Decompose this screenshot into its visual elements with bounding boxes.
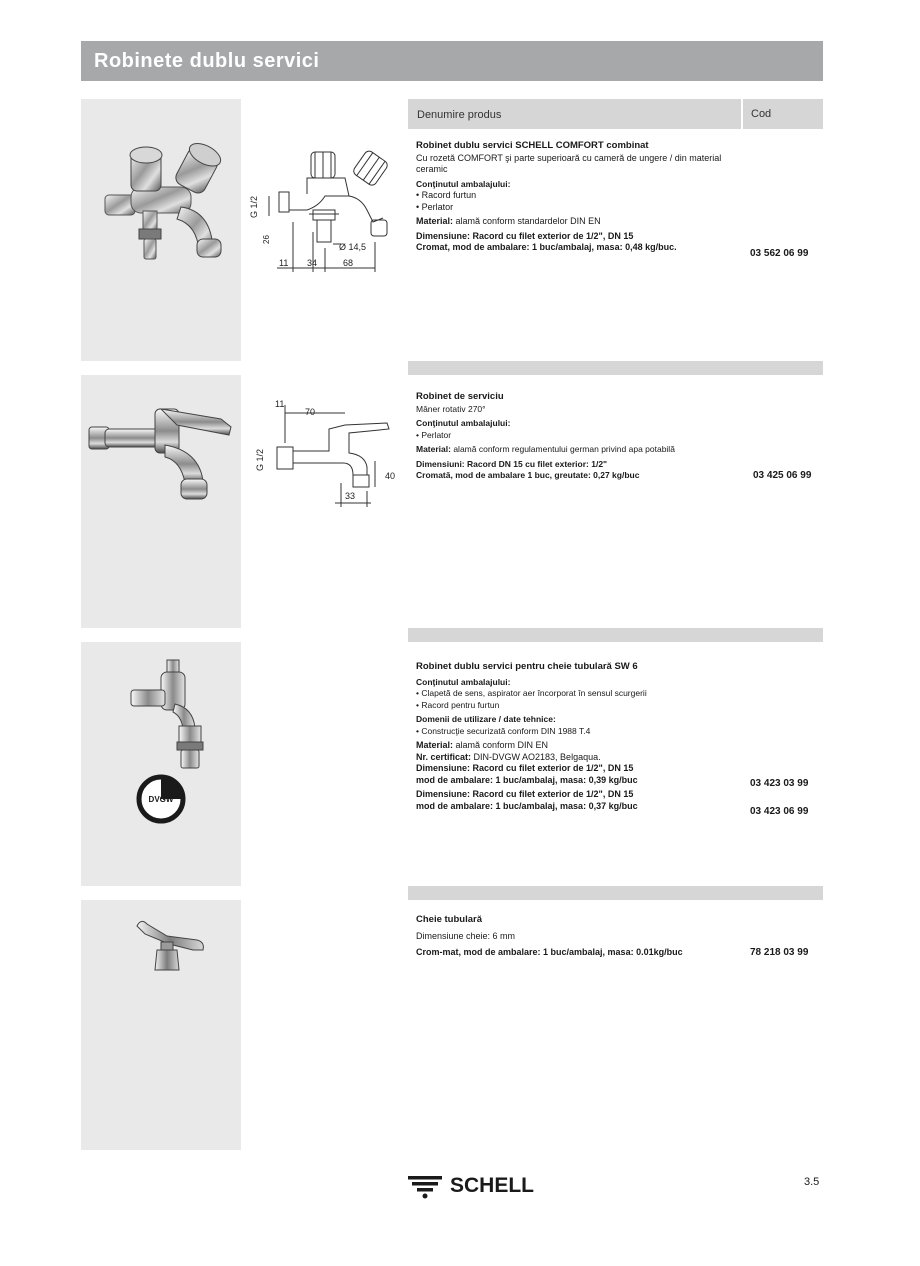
product-entry-3 <box>416 661 746 812</box>
certificate-text: DIN-DVGW AO2183, Belgaqua. <box>471 751 601 762</box>
dim-label-0: 11 <box>275 399 285 409</box>
dim-label-2: G 1/2 <box>255 448 265 471</box>
material-text: alamă conform standardelor DIN EN <box>453 216 601 226</box>
page-number: 3.5 <box>804 1176 820 1188</box>
double-tap-photo-icon <box>81 99 241 361</box>
column-header-code <box>743 99 823 129</box>
product-code: 03 562 06 99 <box>750 248 809 259</box>
product-photo-1 <box>81 99 241 361</box>
dimension-line: Dimensiune: Racord cu filet exterior de 1/2", DN 15 <box>416 230 634 241</box>
material-label: Material: <box>416 444 451 454</box>
service-tap-photo-icon <box>81 375 241 628</box>
variant-line: Cromată, mod de ambalare 1 buc, greutate: 0,27 kg/buc <box>416 470 640 480</box>
dimension-drawing-2-icon <box>249 395 399 517</box>
material-text: alamă conform regulamentului german privind apa potabilă <box>450 444 675 454</box>
variant-line: mod de ambalare: 1 buc/ambalaj, masa: 0,39 kg/buc <box>416 774 638 785</box>
dim-label-2: Ø 14,5 <box>339 242 367 252</box>
product-code: 03 423 06 99 <box>750 806 809 817</box>
dimension-drawing-1-icon <box>249 132 404 280</box>
package-item: • Racord furtun <box>416 190 477 200</box>
product-entry-1 <box>416 140 746 254</box>
material-line <box>416 444 746 456</box>
dim-label-3: 40 <box>385 471 396 481</box>
dimension-line: Dimensiune: Racord cu filet exterior de 1/2", DN 15 <box>416 763 634 773</box>
product-description: Dimensiune cheie: 6 mm <box>416 930 516 941</box>
variant-line: mod de ambalare: 1 buc/ambalaj, masa: 0,37 kg/buc <box>416 800 638 811</box>
product-photo-4 <box>81 900 241 1150</box>
product-description: Mâner rotativ 270° <box>416 403 486 414</box>
product-title: Robinet dublu servici pentru cheie tubulară SW 6 <box>416 661 638 672</box>
dim-label-1: 70 <box>305 407 316 417</box>
dim-label-3: 11 <box>279 258 289 268</box>
variant-line: Crom-mat, mod de ambalare: 1 buc/ambalaj, masa: 0.01kg/buc <box>416 947 683 957</box>
package-label: Conţinutul ambalajului: <box>416 676 511 687</box>
row-separator <box>408 628 823 642</box>
product-entry-2 <box>416 391 746 482</box>
dim-label-5: 68 <box>343 258 354 268</box>
usage-label: Domenii de utilizare / date tehnice: <box>416 714 556 724</box>
package-item: • Perlator <box>416 201 454 212</box>
package-item: • Perlator <box>416 429 452 440</box>
dim-label-4: 34 <box>307 258 318 268</box>
package-label: Conţinutul ambalajului: <box>416 178 511 189</box>
row-separator <box>408 886 823 900</box>
material-line <box>416 740 746 752</box>
dvgw-badge-icon <box>139 777 183 821</box>
page-title: Robinete dublu servici <box>94 50 320 72</box>
dim-label-1: 26 <box>262 235 271 244</box>
row-separator <box>408 361 823 375</box>
package-label: Conţinutul ambalajului: <box>416 418 511 428</box>
product-entry-4 <box>416 914 746 959</box>
column-header-name-label: Denumire produs <box>417 109 502 121</box>
package-item: • Racord pentru furtun <box>416 699 500 710</box>
material-text: alamă conform DIN EN <box>453 740 549 750</box>
brand-name: SCHELL <box>450 1174 534 1197</box>
key-operated-tap-photo-icon <box>81 642 241 886</box>
product-title: Robinet de serviciu <box>416 391 504 402</box>
dimension-line: Dimensiuni: Racord DN 15 cu filet exterior: 1/2" <box>416 458 608 469</box>
product-photo-3 <box>81 642 241 886</box>
certificate-line <box>416 752 746 764</box>
column-header-name <box>408 99 741 129</box>
product-description: Cu rozetă COMFORT şi parte superioară cu cameră de ungere / din material ceramic <box>416 152 722 174</box>
column-header-code-label: Cod <box>751 108 772 120</box>
package-item: • Clapetă de sens, aspirator aer încorporat în sensul scurgerii <box>416 688 647 698</box>
usage-item: • Construcţie securizată conform DIN 1988 T.4 <box>416 725 591 736</box>
technical-drawing-2 <box>249 395 399 517</box>
product-code: 03 425 06 99 <box>753 470 812 481</box>
technical-drawing-1 <box>249 132 404 280</box>
tubular-key-photo-icon <box>81 900 241 1150</box>
material-label: Material: <box>416 216 454 226</box>
product-photo-2 <box>81 375 241 628</box>
product-code: 03 423 03 99 <box>750 778 809 789</box>
certificate-label: Nr. certificat: <box>416 751 472 762</box>
material-label: Material: <box>416 740 454 750</box>
product-title: Robinet dublu servici SCHELL COMFORT combinat <box>416 140 649 151</box>
dim-label-0: G 1/2 <box>249 195 259 218</box>
schell-logo <box>408 1172 548 1202</box>
schell-logo-icon <box>408 1172 548 1202</box>
dimension-line: Dimensiune: Racord cu filet exterior de 1/2", DN 15 <box>416 789 634 799</box>
product-title: Cheie tubulară <box>416 914 482 925</box>
variant-line: Cromat, mod de ambalare: 1 buc/ambalaj, masa: 0,48 kg/buc. <box>416 242 677 252</box>
material-line <box>416 216 746 228</box>
page-title-bar <box>81 41 823 81</box>
dvgw-badge-label: DVGW <box>148 795 174 804</box>
product-code: 78 218 03 99 <box>750 947 809 958</box>
dim-label-4: 33 <box>345 491 356 501</box>
